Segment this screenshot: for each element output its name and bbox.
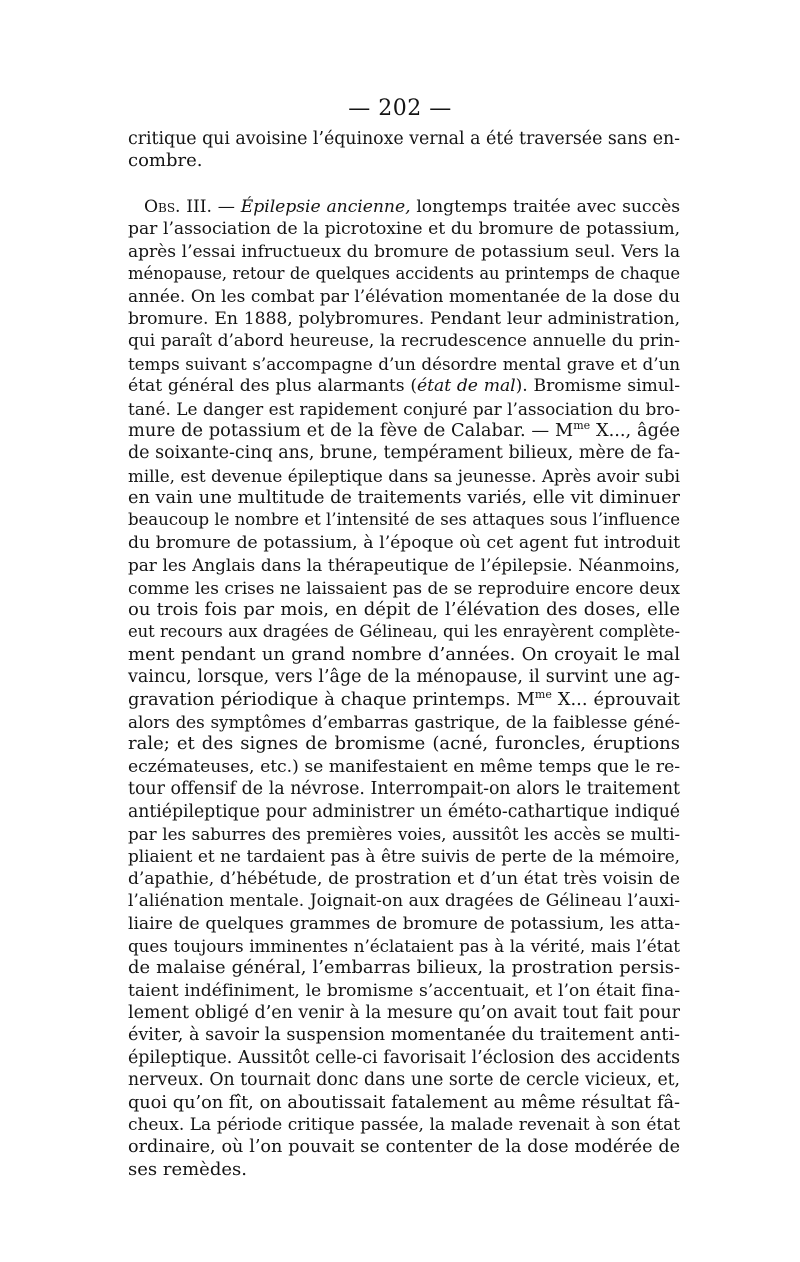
text-line: quoi qu’on fît, on aboutissait fatalement au même résultat fâ- <box>128 1092 680 1113</box>
text-line: comme les crises ne laissaient pas de se reproduire encore deux <box>128 577 680 598</box>
text-line: d’apathie, d’hébétude, de prostration et d’un état très voisin de <box>128 868 680 889</box>
text-line: éviter, à savoir la suspension momentanée du traitement anti- <box>128 1025 680 1046</box>
text-line: ment pendant un grand nombre d’années. On croyait le mal <box>128 643 680 665</box>
text-line: bromure. En 1888, polybromures. Pendant leur administration, <box>128 308 680 329</box>
text-line: eut recours aux dragées de Gélineau, qui les enrayèrent complète- <box>128 622 680 642</box>
text-line: de soixante-cinq ans, brune, tempérament bilieux, mère de fa- <box>128 443 680 464</box>
text-line: qui paraît d’abord heureuse, la recrudescence annuelle du prin- <box>128 331 680 352</box>
text-line: taient indéfiniment, le bromisme s’accentuait, et l’on était fina- <box>128 980 680 1001</box>
text-line <box>128 689 680 711</box>
text-line: eczémateuses, etc.) se manifestaient en même temps que le re- <box>128 756 680 777</box>
text-line <box>128 420 680 442</box>
text-line: après l’essai infructueux du bromure de potassium seul. Vers la <box>128 241 680 262</box>
text-fragment: mure de potassium et de la fève de Calabar. — M <box>128 419 574 441</box>
text-line: du bromure de potassium, à l’époque où cet agent fut introduit <box>128 532 680 553</box>
text-line: de malaise général, l’embarras bilieux, la prostration persis- <box>128 957 680 979</box>
observation-label: Obs. III. <box>144 197 212 217</box>
paragraph-continuation <box>128 128 680 173</box>
text-fragment: ). Bromisme simul- <box>515 376 680 397</box>
text-line: lement obligé d’en venir à la mesure qu’on avait tout fait pour <box>128 1003 680 1024</box>
text-line: ménopause, retour de quelques accidents au printemps de chaque <box>128 264 680 284</box>
text-line: antiépileptique pour administrer un éméto-cathartique indiqué <box>128 801 680 822</box>
text-line: nerveux. On tournait donc dans une sorte de cercle vicieux, et, <box>128 1070 680 1091</box>
text-line: année. On les combat par l’élévation momentanée de la dose du <box>128 286 680 307</box>
text-fragment: X..., âgée <box>590 419 680 441</box>
observation-title: Épilepsie ancienne, <box>240 197 411 217</box>
text-fragment: X... éprouvait <box>551 688 680 710</box>
superscript: me <box>534 687 552 701</box>
italic-phrase: état de mal <box>417 376 516 397</box>
text-line: épileptique. Aussitôt celle-ci favorisait l’éclosion des accidents <box>128 1047 680 1068</box>
dash: — <box>211 197 241 217</box>
text-line: rale; et des signes de bromisme (acné, furoncles, éruptions <box>128 733 680 755</box>
text-line: tané. Le danger est rapidement conjuré par l’association du bro- <box>128 398 680 419</box>
text-line: par les Anglais dans la thérapeutique de l’épilepsie. Néanmoins, <box>128 555 680 576</box>
text-line: combre. <box>128 150 203 172</box>
text-line: par les saburres des premières voies, aussitôt les accès se multi- <box>128 823 680 844</box>
text-line: l’aliénation mentale. Joignait-on aux dragées de Gélineau l’auxi- <box>128 891 680 912</box>
text-line: vaincu, lorsque, vers l’âge de la ménopause, il survint une ag- <box>128 667 680 688</box>
text-fragment: longtemps traitée avec succès <box>410 197 680 217</box>
text-line: pliaient et ne tardaient pas à être suivis de perte de la mémoire, <box>128 846 680 867</box>
observation-paragraph <box>128 196 680 1181</box>
text-fragment: gravation périodique à chaque printemps. M <box>128 688 535 710</box>
text-line: liaire de quelques grammes de bromure de potassium, les atta- <box>128 913 680 934</box>
text-line: critique qui avoisine l’équinoxe vernal a été traversée sans en- <box>128 129 680 149</box>
superscript: me <box>573 418 591 432</box>
text-line: mille, est devenue épileptique dans sa jeunesse. Après avoir subi <box>128 465 680 486</box>
text-line: temps suivant s’accompagne d’un désordre mental grave et d’un <box>128 353 680 374</box>
text-line: beaucoup le nombre et l’intensité de ses attaques sous l’influence <box>128 510 680 530</box>
text-line: cheux. La période critique passée, la malade revenait à son état <box>128 1115 680 1136</box>
text-line: ses remèdes. <box>128 1158 247 1180</box>
text-line: par l’association de la picrotoxine et du bromure de potassium, <box>128 219 680 240</box>
text-line <box>128 375 680 397</box>
text-line: ou trois fois par mois, en dépit de l’élévation des doses, elle <box>128 599 680 621</box>
text-fragment: état général des plus alarmants ( <box>128 376 417 397</box>
text-line: ques toujours imminentes n’éclataient pas à la vérité, mais l’état <box>128 935 680 956</box>
text-line <box>128 196 680 218</box>
text-line: ordinaire, où l’on pouvait se contenter de la dose modérée de <box>128 1137 680 1158</box>
text-line: en vain une multitude de traitements variés, elle vit diminuer <box>128 488 680 509</box>
text-line: alors des symptômes d’embarras gastrique, de la faiblesse géné- <box>128 711 680 732</box>
text-line: tour offensif de la névrose. Interrompait-on alors le traitement <box>128 779 680 800</box>
page-number: — 202 — <box>348 96 452 121</box>
